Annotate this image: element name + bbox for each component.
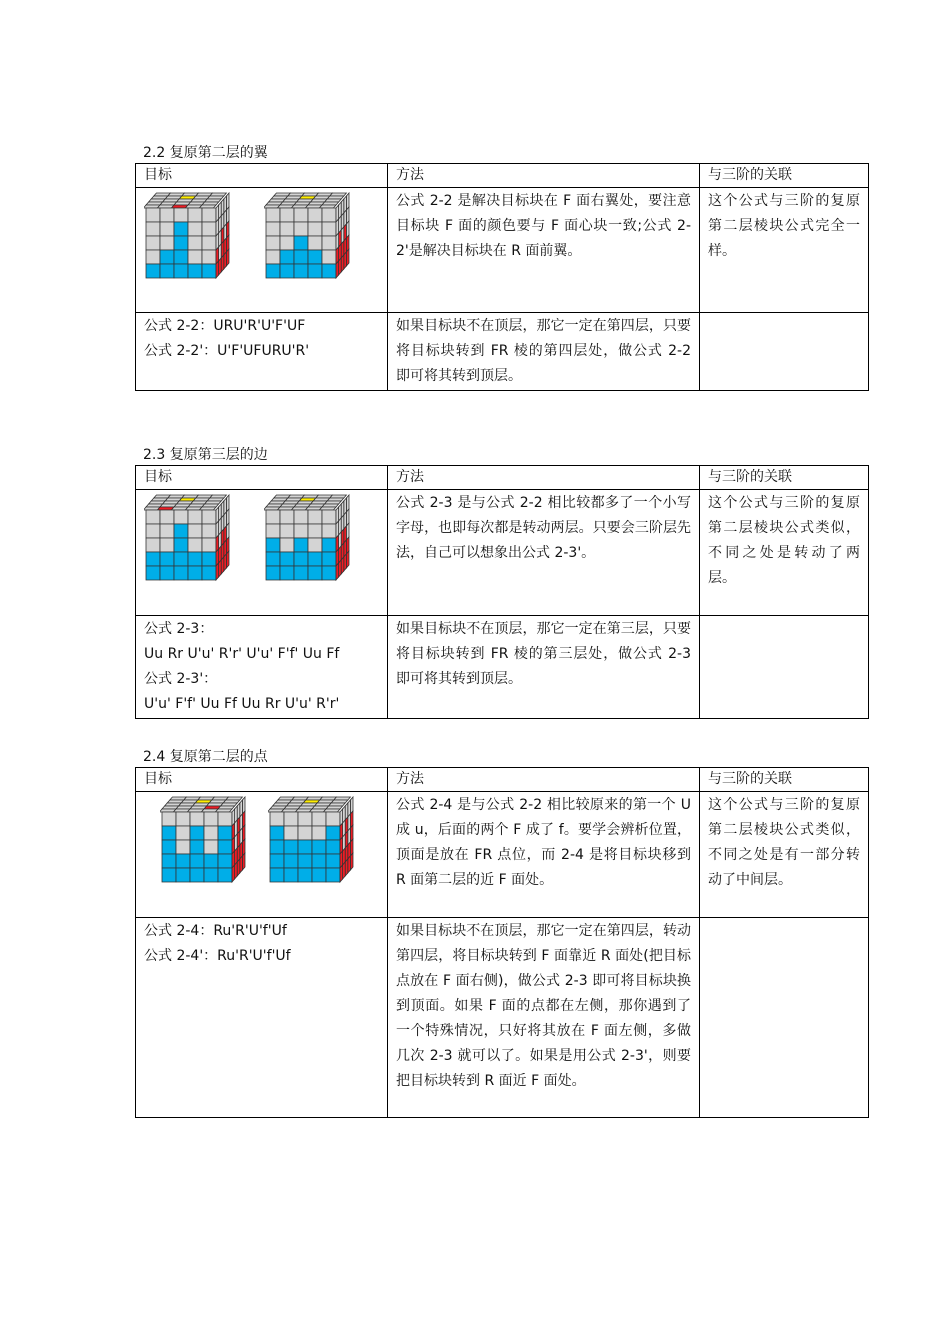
cube-facelet	[146, 264, 160, 278]
method-text: 公式 2-4 是与公式 2-2 相比较原来的第一个 U 成 u，后面的两个 F 成了 f。要学会辨析位置，顶面是放在 FR 点位，而 2-4 是将目标块移到 R 面第二层的近 F 面处。	[388, 792, 700, 918]
header-goal: 目标	[136, 164, 388, 188]
cube-facelet	[218, 826, 232, 840]
header-relation: 与三阶的关联	[700, 164, 869, 188]
cube-facelet	[294, 222, 308, 236]
cube-facelet	[325, 501, 342, 504]
cube-facelet	[336, 261, 339, 278]
cube-facelet	[319, 205, 336, 208]
cube-facelet	[266, 236, 280, 250]
cube-facelet	[162, 840, 176, 854]
cube-facelet	[280, 566, 294, 580]
cube-facelet	[266, 552, 280, 566]
cube-facelet	[188, 552, 202, 566]
cube-facelet	[326, 868, 340, 882]
section-table	[135, 465, 869, 719]
cube-facelet	[204, 840, 218, 854]
cube-facelet	[190, 854, 204, 868]
cube-facelet	[146, 566, 160, 580]
method-text: 公式 2-2 是解决目标块在 F 面右翼处，要注意目标块 F 面的颜色要与 F 面心块一致;公式 2-2'是解决目标块在 R 面前翼。	[388, 188, 700, 313]
cube-facelet	[312, 840, 326, 854]
cube-facelet	[226, 797, 243, 800]
cube-facelet	[223, 800, 240, 803]
cube-facelet	[160, 566, 174, 580]
header-method: 方法	[388, 466, 700, 490]
section-2-4	[135, 747, 860, 1118]
cube-facelet	[160, 524, 174, 538]
cube-facelet	[266, 538, 280, 552]
cube-facelet	[266, 510, 280, 524]
cube-facelet	[204, 812, 218, 826]
cube-facelet	[202, 208, 216, 222]
cube-facelet	[322, 222, 336, 236]
cube-facelet	[188, 208, 202, 222]
cube-facelet	[218, 812, 232, 826]
cube-facelet	[202, 202, 219, 205]
section-title: 2.4 复原第二层的点	[143, 749, 268, 765]
cube-facelet	[270, 854, 284, 868]
formula-cell	[136, 313, 388, 391]
cube-facelet	[331, 800, 348, 803]
cube-facelet	[340, 865, 343, 882]
cube-facelet	[204, 854, 218, 868]
cube-facelet	[325, 199, 342, 202]
cube-facelet	[294, 250, 308, 264]
cube-facelet	[284, 868, 298, 882]
section-2-2	[135, 143, 860, 391]
cube-facelet	[280, 524, 294, 538]
cube-facelet	[174, 264, 188, 278]
cube-facelet	[174, 524, 188, 538]
cube-facelet	[312, 868, 326, 882]
cube-facelet	[202, 236, 216, 250]
formula-line: 公式 2-4'：Ru'R'U'f'Uf	[144, 948, 291, 964]
cube-facelet	[176, 812, 190, 826]
cube-facelet	[280, 236, 294, 250]
cube-facelet	[205, 199, 222, 202]
cube-facelet	[218, 854, 232, 868]
cube-facelet	[188, 236, 202, 250]
cube-facelet	[294, 538, 308, 552]
cube-facelet	[294, 552, 308, 566]
cube-facelet	[298, 826, 312, 840]
cube-facelet	[190, 812, 204, 826]
cube-facelet	[174, 538, 188, 552]
cube-facelet	[308, 264, 322, 278]
cube-facelet	[174, 552, 188, 566]
cube-facelet	[190, 840, 204, 854]
cube-facelet	[146, 538, 160, 552]
cube-facelet	[176, 826, 190, 840]
cube-facelet	[174, 510, 188, 524]
cube-facelet	[190, 868, 204, 882]
cube-facelet	[232, 865, 235, 882]
cube-facelet	[280, 208, 294, 222]
cube-facelet	[330, 495, 347, 498]
relation-note	[700, 918, 869, 1118]
cube-facelet	[216, 563, 219, 580]
cube-facelet	[176, 854, 190, 868]
cube-facelet	[326, 826, 340, 840]
cube-facelet	[207, 196, 224, 199]
cube-facelet	[218, 840, 232, 854]
formula-line: 公式 2-2'：U'F'UFURU'R'	[144, 343, 310, 359]
cube-facelet	[266, 222, 280, 236]
cube-facelet	[204, 868, 218, 882]
cube-facelet	[162, 826, 176, 840]
cube-facelet	[308, 552, 322, 566]
cube-facelet	[280, 250, 294, 264]
cube-facelet	[174, 222, 188, 236]
method-note: 如果目标块不在顶层，那它一定在第四层，只要将目标块转到 FR 棱的第四层处，做公式 2-2 即可将其转到顶层。	[388, 313, 700, 391]
relation-note	[700, 616, 869, 719]
cube-facelet	[146, 222, 160, 236]
relation-text: 这个公式与三阶的复原第二层棱块公式类似，不同之处是有一部分转动了中间层。	[700, 792, 869, 918]
relation-note	[700, 313, 869, 391]
cube-facelet	[199, 507, 216, 510]
formula-cell	[136, 918, 388, 1118]
cube-facelet	[210, 495, 227, 498]
cube-facelet	[221, 803, 238, 806]
cube-facelet	[188, 222, 202, 236]
cube-facelet	[188, 264, 202, 278]
cube-facelet	[146, 524, 160, 538]
cube-facelet	[160, 236, 174, 250]
cube-facelet	[162, 868, 176, 882]
cube-facelet	[160, 264, 174, 278]
cube-facelet	[294, 510, 308, 524]
cube-facelet	[146, 208, 160, 222]
cube-facelet	[188, 538, 202, 552]
cube-facelet	[334, 797, 351, 800]
cube-diagram-start	[160, 795, 260, 895]
cube-facelet	[162, 854, 176, 868]
cube-facelet	[284, 812, 298, 826]
method-text: 公式 2-3 是与公式 2-2 相比较都多了一个小写字母，也即每次都是转动两层。只要会三阶层先法，自己可以想象出公式 2-3'。	[388, 490, 700, 616]
cube-facelet	[190, 826, 204, 840]
cube-facelet	[322, 264, 336, 278]
cube-facelet	[294, 566, 308, 580]
cube-facelet	[199, 205, 216, 208]
cube-facelet	[146, 510, 160, 524]
cube-facelet	[323, 809, 340, 812]
formula-line: 公式 2-3：	[144, 621, 214, 637]
cube-facelet	[336, 563, 339, 580]
cube-facelet	[270, 840, 284, 854]
header-method: 方法	[388, 768, 700, 792]
cube-facelet	[294, 236, 308, 250]
cube-facelet	[298, 868, 312, 882]
cube-facelet	[174, 566, 188, 580]
cube-facelet	[329, 803, 346, 806]
cube-facelet	[327, 196, 344, 199]
cube-facelet	[322, 538, 336, 552]
method-note: 如果目标块不在顶层，那它一定在第三层，只要将目标块转到 FR 棱的第三层处，做公式 2-3 即可将其转到顶层。	[388, 616, 700, 719]
cube-diagram-start	[144, 191, 244, 291]
cube-facelet	[312, 854, 326, 868]
cube-facelet	[176, 840, 190, 854]
relation-text: 这个公式与三阶的复原第二层棱块公式完全一样。	[700, 188, 869, 313]
cube-facelet	[270, 826, 284, 840]
cube-diagram-start	[144, 493, 244, 593]
cube-facelet	[294, 524, 308, 538]
cube-diagram-solved	[264, 493, 364, 593]
formula-line: U'u' F'f' Uu Ff Uu Rr U'u' R'r'	[144, 696, 340, 712]
cube-facelet	[308, 538, 322, 552]
cube-facelet	[298, 812, 312, 826]
section-2-3	[135, 445, 860, 719]
cube-facelet	[322, 202, 339, 205]
cube-facelet	[322, 552, 336, 566]
cube-facelet	[322, 208, 336, 222]
cube-facelet	[308, 236, 322, 250]
cube-facelet	[188, 524, 202, 538]
cube-facelet	[294, 264, 308, 278]
cube-facelet	[298, 854, 312, 868]
cube-facelet	[160, 552, 174, 566]
cube-facelet	[202, 524, 216, 538]
cube-facelet	[188, 510, 202, 524]
cube-facelet	[160, 222, 174, 236]
cube-facelet	[160, 510, 174, 524]
cube-facelet	[204, 826, 218, 840]
cube-facelet	[174, 250, 188, 264]
section-table	[135, 163, 869, 391]
formula-line: Uu Rr U'u' R'r' U'u' F'f' Uu Ff	[144, 646, 340, 662]
cube-facelet	[162, 812, 176, 826]
cube-facelet	[188, 566, 202, 580]
cube-facelet	[284, 826, 298, 840]
cube-facelet	[322, 524, 336, 538]
cube-facelet	[326, 812, 340, 826]
section-title: 2.3 复原第三层的边	[143, 447, 268, 463]
cube-facelet	[266, 524, 280, 538]
cube-facelet	[266, 566, 280, 580]
cube-diagram-solved	[268, 795, 368, 895]
cube-facelet	[266, 264, 280, 278]
cube-facelet	[188, 250, 202, 264]
cube-facelet	[202, 510, 216, 524]
cube-facelet	[284, 854, 298, 868]
cube-facelet	[216, 261, 219, 278]
formula-cell	[136, 616, 388, 719]
method-note: 如果目标块不在顶层，那它一定在第四层，转动第四层，将目标块转到 F 面靠近 R 面处(把目标点放在 F 面右侧)，做公式 2-3 即可将目标块换到顶面。如果 F 面的点都在左侧，那你遇到了一个特殊情况，只好将其放在 F 面左侧，多做几次 2-3 就可以了。如果是用公式 2-3'，则要把目标块转到 R 面近 F 面处。	[388, 918, 700, 1118]
cube-facelet	[319, 507, 336, 510]
cube-facelet	[160, 538, 174, 552]
relation-text: 这个公式与三阶的复原第二层棱块公式类似，不同之处是转动了两层。	[700, 490, 869, 616]
cube-facelet	[308, 510, 322, 524]
cube-facelet	[146, 250, 160, 264]
cube-facelet	[207, 498, 224, 501]
cube-facelet	[202, 552, 216, 566]
cube-facelet	[322, 504, 339, 507]
cube-facelet	[160, 208, 174, 222]
cube-facelet	[326, 854, 340, 868]
cube-facelet	[202, 538, 216, 552]
cube-facelet	[308, 566, 322, 580]
section-title: 2.2 复原第二层的翼	[143, 145, 268, 161]
header-goal: 目标	[136, 466, 388, 490]
cube-facelet	[330, 193, 347, 196]
cube-diagram-solved	[264, 191, 364, 291]
cube-facelet	[146, 552, 160, 566]
formula-line: 公式 2-3'：	[144, 671, 218, 687]
goal-cell	[136, 188, 388, 313]
cube-facelet	[322, 566, 336, 580]
cube-facelet	[280, 264, 294, 278]
cube-facelet	[202, 504, 219, 507]
cube-facelet	[280, 552, 294, 566]
cube-facelet	[308, 208, 322, 222]
cube-facelet	[202, 250, 216, 264]
cube-facelet	[202, 566, 216, 580]
cube-facelet	[308, 524, 322, 538]
formula-line: 公式 2-2：URU'R'U'F'UF	[144, 318, 306, 334]
goal-cell	[136, 490, 388, 616]
cube-facelet	[210, 193, 227, 196]
cube-facelet	[280, 222, 294, 236]
cube-facelet	[218, 868, 232, 882]
cube-facelet	[205, 501, 222, 504]
header-relation: 与三阶的关联	[700, 768, 869, 792]
cube-facelet	[146, 236, 160, 250]
cube-facelet	[326, 806, 343, 809]
header-relation: 与三阶的关联	[700, 466, 869, 490]
cube-facelet	[294, 208, 308, 222]
cube-facelet	[322, 250, 336, 264]
cube-facelet	[280, 510, 294, 524]
cube-facelet	[215, 809, 232, 812]
cube-facelet	[280, 538, 294, 552]
cube-facelet	[312, 812, 326, 826]
cube-facelet	[266, 208, 280, 222]
cube-facelet	[174, 236, 188, 250]
cube-facelet	[308, 250, 322, 264]
header-goal: 目标	[136, 768, 388, 792]
cube-facelet	[312, 826, 326, 840]
formula-line: 公式 2-4：Ru'R'U'f'Uf	[144, 923, 287, 939]
cube-facelet	[218, 806, 235, 809]
cube-facelet	[327, 498, 344, 501]
cube-facelet	[322, 510, 336, 524]
cube-facelet	[202, 222, 216, 236]
cube-facelet	[174, 208, 188, 222]
cube-facelet	[308, 222, 322, 236]
cube-facelet	[284, 840, 298, 854]
cube-facelet	[298, 840, 312, 854]
cube-facelet	[202, 264, 216, 278]
cube-facelet	[270, 812, 284, 826]
cube-facelet	[176, 868, 190, 882]
header-method: 方法	[388, 164, 700, 188]
cube-facelet	[270, 868, 284, 882]
cube-facelet	[160, 250, 174, 264]
cube-facelet	[266, 250, 280, 264]
goal-cell	[136, 792, 388, 918]
section-table	[135, 767, 869, 1118]
cube-facelet	[322, 236, 336, 250]
cube-facelet	[326, 840, 340, 854]
